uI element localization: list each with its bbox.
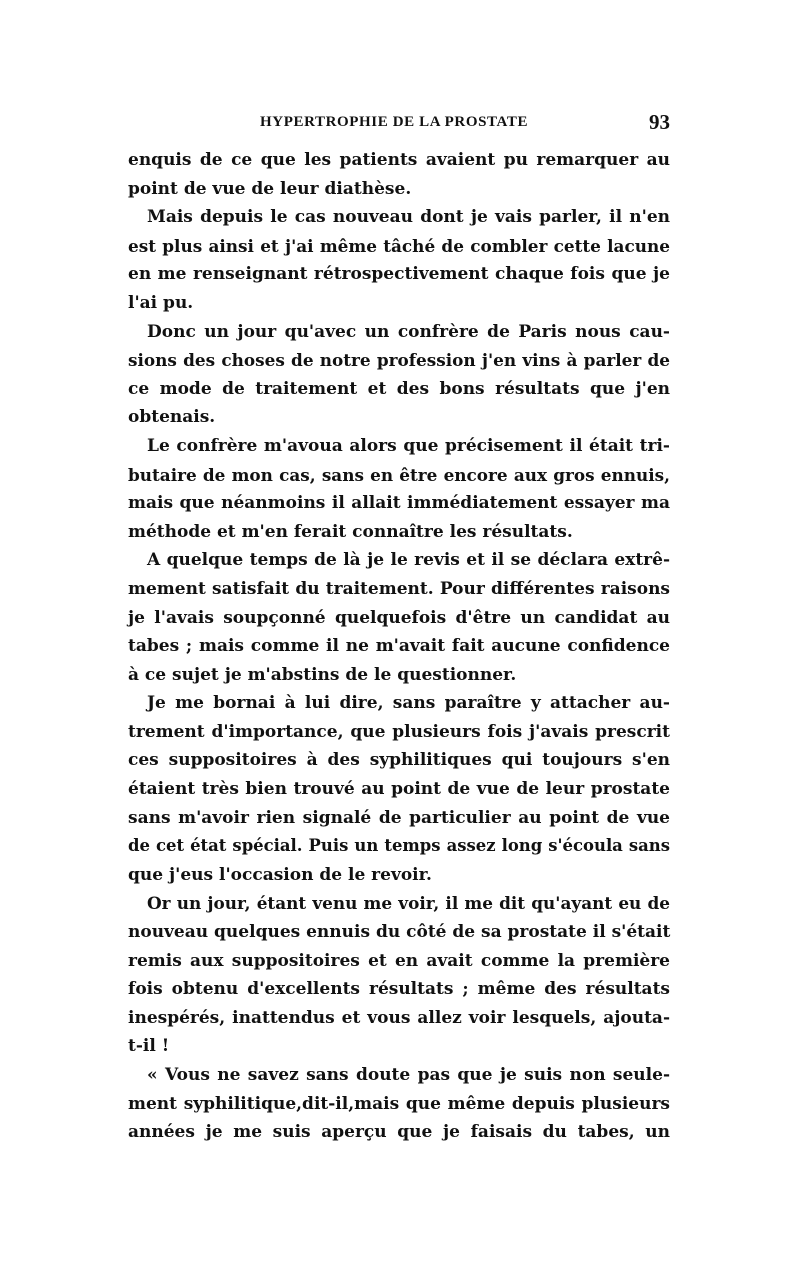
text-line: Le confrère m'avoua alors que précisement il était tri-	[147, 435, 670, 456]
text-line: mement satisfait du traitement. Pour différentes raisons	[128, 578, 670, 599]
text-line: méthode et m'en ferait connaître les résultats.	[128, 521, 573, 542]
text-line: sions des choses de notre profession j'en vins à parler de	[128, 350, 670, 371]
text-line: sans m'avoir rien signalé de particulier au point de vue	[128, 807, 670, 828]
page-number: 93	[649, 110, 670, 134]
text-line: à ce sujet je m'abstins de le questionner.	[128, 664, 517, 685]
text-line: obtenais.	[128, 407, 216, 428]
text-line: point de vue de leur diathèse.	[128, 178, 412, 199]
text-line: A quelque temps de là je le revis et il se déclara extrê-	[147, 550, 670, 571]
text-line: que j'eus l'occasion de le revoir.	[128, 864, 432, 885]
running-title: HYPERTROPHIE DE LA PROSTATE	[260, 114, 529, 130]
text-line: trement d'importance, que plusieurs fois j'avais prescrit	[128, 721, 670, 742]
text-line: mais que néanmoins il allait immédiatement essayer ma	[128, 493, 670, 514]
text-line: inespérés, inattendus et vous allez voir lesquels, ajouta-	[128, 1007, 670, 1028]
text-line: ce mode de traitement et des bons résultats que j'en	[128, 378, 670, 399]
text-line: enquis de ce que les patients avaient pu remarquer au	[128, 150, 670, 170]
text-line: t-il !	[128, 1036, 170, 1057]
text-line: ment syphilitique,dit-il,mais que même depuis plusieurs	[128, 1093, 670, 1114]
text-line: ces suppositoires à des syphilitiques qui toujours s'en	[128, 750, 670, 771]
text-line: remis aux suppositoires et en avait comme la première	[128, 950, 670, 971]
text-line: Or un jour, étant venu me voir, il me dit qu'ayant eu de	[147, 893, 670, 914]
text-line: Donc un jour qu'avec un confrère de Paris nous cau-	[147, 321, 670, 342]
text-line: étaient très bien trouvé au point de vue de leur prostate	[128, 779, 670, 800]
text-line: tabes ; mais comme il ne m'avait fait aucune confidence	[128, 636, 670, 657]
text-line: « Vous ne savez sans doute pas que je suis non seule-	[147, 1065, 670, 1085]
text-line: fois obtenu d'excellents résultats ; même des résultats	[128, 979, 670, 1000]
body-text	[128, 146, 670, 1147]
text-line: Je me bornai à lui dire, sans paraître y attacher au-	[147, 693, 670, 714]
text-line: butaire de mon cas, sans en être encore aux gros ennuis,	[128, 464, 670, 485]
text-line: de cet état spécial. Puis un temps assez long s'écoula sans	[128, 836, 670, 856]
text-line: années je me suis aperçu que je faisais du tabes, un	[128, 1122, 670, 1143]
running-head	[128, 110, 670, 138]
text-line: l'ai pu.	[128, 292, 194, 313]
text-line: nouveau quelques ennuis du côté de sa prostate il s'était	[128, 922, 671, 943]
text-line: Mais depuis le cas nouveau dont je vais parler, il n'en	[147, 207, 670, 228]
text-line: est plus ainsi et j'ai même tâché de combler cette lacune	[128, 235, 670, 256]
text-line: en me renseignant rétrospectivement chaque fois que je	[128, 264, 670, 285]
text-line: je l'avais soupçonné quelquefois d'être un candidat au	[128, 607, 670, 628]
